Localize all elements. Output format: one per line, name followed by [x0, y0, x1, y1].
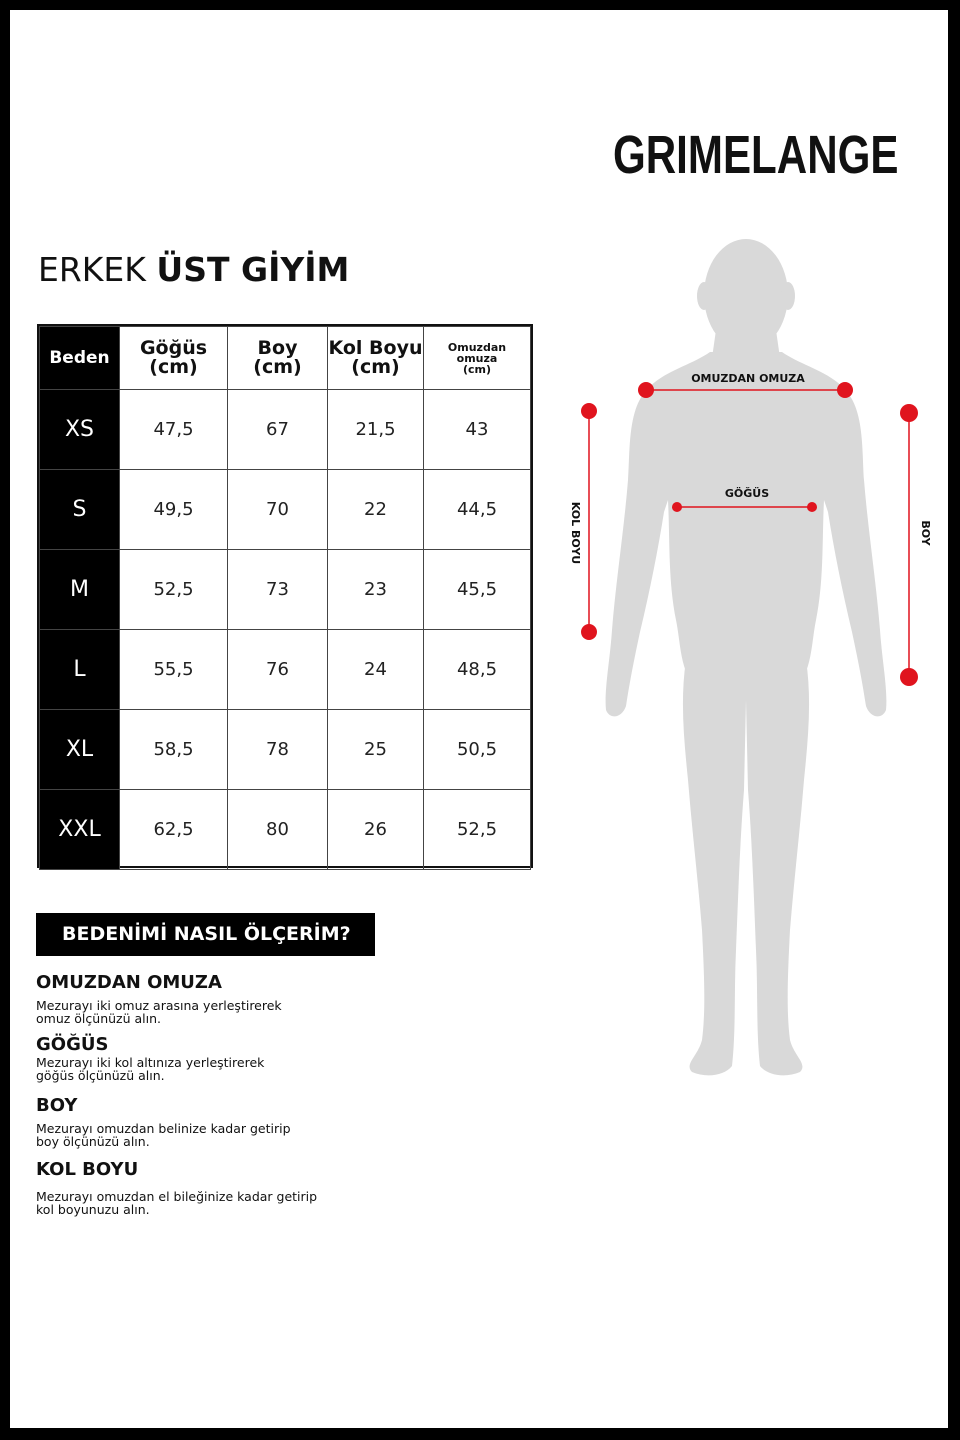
table-row — [40, 390, 531, 470]
kol-cell: 25 — [328, 710, 424, 790]
sleeve-marker-bottom — [581, 624, 597, 640]
table-row — [40, 550, 531, 630]
size-cell: XL — [40, 710, 120, 790]
guide-shoulder-line1: Mezurayı iki omuz arasına yerleştirerek — [36, 998, 282, 1013]
guide-length-line1: Mezurayı omuzdan belinize kadar getirip — [36, 1121, 291, 1136]
header-gogus-unit: (cm) — [149, 356, 198, 378]
guide-sleeve-line2: kol boyunuzu alın. — [36, 1202, 150, 1217]
kol-cell: 24 — [328, 630, 424, 710]
omuz-cell: 50,5 — [424, 710, 531, 790]
header-boy-unit: (cm) — [253, 356, 302, 378]
guide-sleeve — [36, 1159, 356, 1216]
guide-sleeve-title: KOL BOYU — [36, 1159, 139, 1180]
sleeve-marker-top — [581, 403, 597, 419]
gogus-cell: 55,5 — [120, 630, 228, 710]
shoulder-marker-right — [837, 382, 853, 398]
guide-length — [36, 1095, 356, 1148]
boy-cell: 67 — [228, 390, 328, 470]
table-row — [40, 790, 531, 870]
header-gogus-label: Göğüs — [139, 337, 208, 359]
boy-cell: 78 — [228, 710, 328, 790]
kol-cell: 22 — [328, 470, 424, 550]
header-omuz-unit: (cm) — [462, 362, 492, 376]
gogus-cell: 62,5 — [120, 790, 228, 870]
how-to-measure-heading: BEDENİMİ NASIL ÖLÇERİM? — [36, 913, 375, 956]
gogus-cell: 58,5 — [120, 710, 228, 790]
page-title — [38, 250, 349, 290]
header-omuz-label1: Omuzdan — [447, 340, 507, 354]
guide-chest — [36, 1034, 356, 1082]
title-product: ÜST GİYİM — [156, 250, 350, 289]
table-row — [40, 470, 531, 550]
boy-cell: 73 — [228, 550, 328, 630]
omuz-cell: 52,5 — [424, 790, 531, 870]
sleeve-label: KOL BOYU — [569, 501, 582, 565]
table-row — [40, 630, 531, 710]
header-kol-unit: (cm) — [351, 356, 400, 378]
gogus-cell: 47,5 — [120, 390, 228, 470]
size-cell: S — [40, 470, 120, 550]
chest-label: GÖĞÜS — [724, 487, 770, 500]
gogus-cell: 49,5 — [120, 470, 228, 550]
guide-chest-line1: Mezurayı iki kol altınıza yerleştirerek — [36, 1055, 265, 1070]
chest-marker-left — [672, 502, 682, 512]
size-cell: M — [40, 550, 120, 630]
sleeve-measure — [569, 403, 597, 640]
kol-cell: 26 — [328, 790, 424, 870]
header-kol-boyu — [328, 327, 424, 390]
guide-length-line2: boy ölçünüzü alın. — [36, 1134, 150, 1149]
length-label: BOY — [919, 520, 932, 546]
boy-cell: 76 — [228, 630, 328, 710]
omuz-cell: 45,5 — [424, 550, 531, 630]
guide-length-title: BOY — [36, 1095, 78, 1116]
omuz-cell: 43 — [424, 390, 531, 470]
body-figure — [560, 230, 940, 1100]
guide-chest-line2: göğüs ölçünüzü alın. — [36, 1068, 165, 1083]
header-boy — [228, 327, 328, 390]
length-marker-bottom — [900, 668, 918, 686]
size-cell: XS — [40, 390, 120, 470]
chest-marker-right — [807, 502, 817, 512]
table-header-row — [40, 327, 531, 390]
kol-cell: 23 — [328, 550, 424, 630]
omuz-cell: 44,5 — [424, 470, 531, 550]
title-category: ERKEK — [38, 250, 146, 289]
guide-shoulder — [36, 972, 356, 1025]
omuz-cell: 48,5 — [424, 630, 531, 710]
header-omuz-label2: omuza — [456, 351, 498, 365]
size-cell: L — [40, 630, 120, 710]
header-kol-label: Kol Boyu — [328, 337, 423, 359]
guide-chest-title: GÖĞÜS — [36, 1034, 109, 1055]
length-marker-top — [900, 404, 918, 422]
human-silhouette — [606, 239, 887, 1075]
guide-shoulder-title: OMUZDAN OMUZA — [36, 972, 222, 993]
size-table — [37, 324, 533, 868]
gogus-cell: 52,5 — [120, 550, 228, 630]
length-measure — [900, 404, 932, 686]
shoulder-label: OMUZDAN OMUZA — [691, 372, 805, 385]
table-row — [40, 710, 531, 790]
guide-sleeve-line1: Mezurayı omuzdan el bileğinize kadar getirip — [36, 1189, 318, 1204]
kol-cell: 21,5 — [328, 390, 424, 470]
brand-logo: GRIMELANGE — [613, 125, 899, 185]
header-beden: Beden — [40, 327, 120, 390]
size-cell: XXL — [40, 790, 120, 870]
boy-cell: 80 — [228, 790, 328, 870]
boy-cell: 70 — [228, 470, 328, 550]
shoulder-marker-left — [638, 382, 654, 398]
guide-shoulder-line2: omuz ölçünüzü alın. — [36, 1011, 161, 1026]
header-gogus — [120, 327, 228, 390]
header-boy-label: Boy — [257, 337, 298, 359]
header-omuzdan-omuza — [424, 327, 531, 390]
